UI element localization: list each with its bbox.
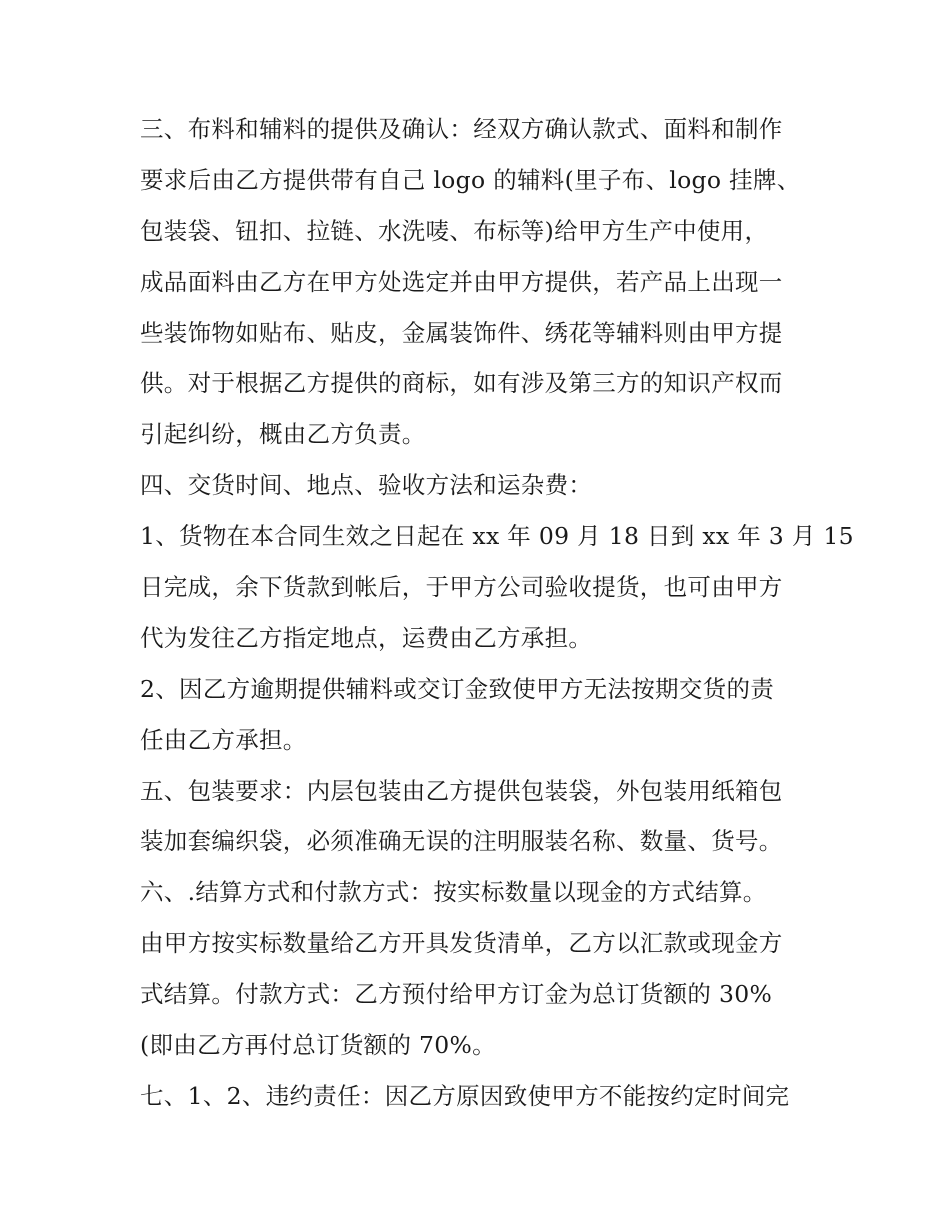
text-line: 日完成，余下货款到帐后，于甲方公司验收提货，也可由甲方: [140, 573, 783, 602]
text-line: (即由乙方再付总订货额的 70%。: [140, 1031, 496, 1060]
text-line: 引起纠纷，概由乙方负责。: [140, 420, 426, 449]
text-line: 成品面料由乙方在甲方处选定并由甲方提供，若产品上出现一: [140, 267, 783, 296]
text-line: 任由乙方承担。: [140, 725, 307, 754]
text-line: 要求后由乙方提供带有自己 logo 的辅料(里子布、logo 挂牌、: [140, 165, 801, 194]
section-heading: 四、交货时间、地点、验收方法和运杂费：: [140, 471, 593, 500]
contract-text-body: [140, 104, 854, 1122]
text-line: 六、.结算方式和付款方式：按实标数量以现金的方式结算。: [140, 878, 767, 907]
text-line: 包装袋、钮扣、拉链、水洗唛、布标等)给甲方生产中使用，: [140, 216, 769, 245]
text-line: 式结算。付款方式：乙方预付给甲方订金为总订货额的 30%: [140, 980, 773, 1009]
text-line: 代为发往乙方指定地点，运费由乙方承担。: [140, 623, 593, 652]
text-line: 供。对于根据乙方提供的商标，如有涉及第三方的知识产权而: [140, 369, 783, 398]
text-line: 些装饰物如贴布、贴皮，金属装饰件、绣花等辅料则由甲方提: [140, 318, 783, 347]
text-line: 1、货物在本合同生效之日起在 xx 年 09 月 18 日到 xx 年 3 月 15: [140, 522, 854, 551]
text-line: 由甲方按实标数量给乙方开具发货清单，乙方以汇款或现金方: [140, 929, 783, 958]
text-line: 装加套编织袋，必须准确无误的注明服装名称、数量、货号。: [140, 827, 783, 856]
text-line: 2、因乙方逾期提供辅料或交订金致使甲方无法按期交货的责: [140, 674, 775, 703]
text-line: 五、包装要求：内层包装由乙方提供包装袋，外包装用纸箱包: [140, 776, 783, 805]
text-line: 三、布料和辅料的提供及确认：经双方确认款式、面料和制作: [140, 115, 783, 143]
text-line: 七、1、2、违约责任：因乙方原因致使甲方不能按约定时间完: [140, 1081, 790, 1110]
